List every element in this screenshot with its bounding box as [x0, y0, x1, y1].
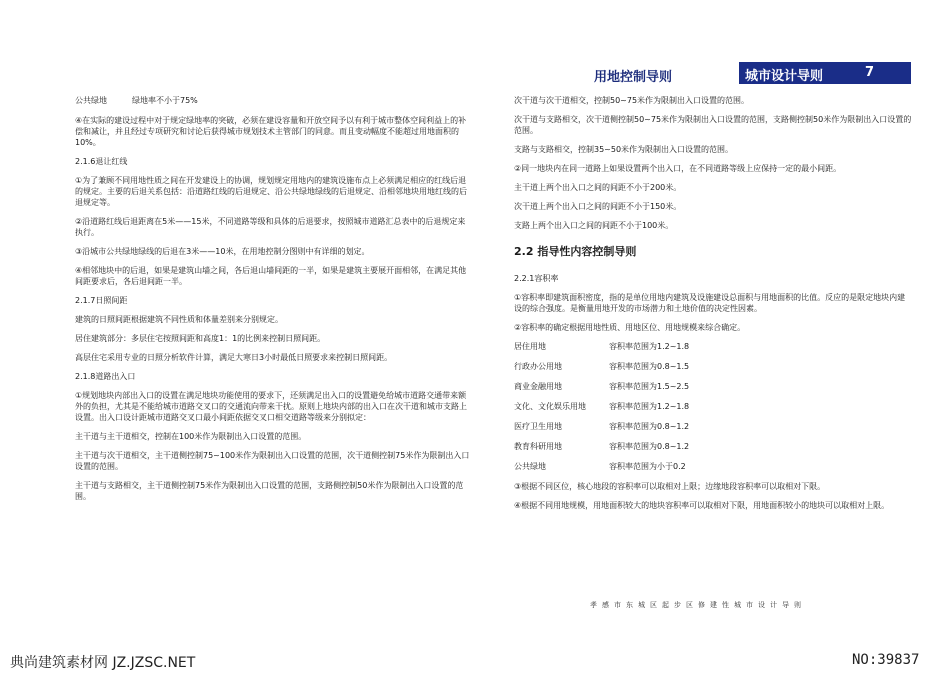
paragraph: ④在实际的建设过程中对于规定绿地率的突破，必须在建设容量和开放空间予以有利于城市整体空间利益上的补偿和减让，并且经过专项研究和讨论后获得城市规划技术主管部门的同意。而且变动幅度不能超过用地面积的10%。 [75, 116, 467, 147]
green-space-ratio [75, 95, 471, 106]
section-heading-2-1-8: 2.1.8道路出入口 [75, 372, 136, 381]
far-row [514, 461, 912, 472]
far-range: 0.2 [673, 462, 686, 471]
far-row [514, 441, 912, 452]
far-use: 居住用地 [514, 342, 546, 351]
green-space-value: 绿地率不小于75% [132, 96, 198, 105]
paragraph: 支路上两个出入口之间的间距不小于100米。 [514, 221, 674, 230]
far-use: 医疗卫生用地 [514, 422, 562, 431]
watermark-right: NO:39837 [852, 652, 920, 668]
section-heading-2-2-1: 2.2.1容积率 [514, 274, 559, 283]
paragraph: 主干道与主干道相交，控制在100米作为限制出入口设置的范围。 [75, 432, 307, 441]
left-column [75, 95, 471, 510]
far-use: 商业金融用地 [514, 382, 562, 391]
doc-title: 城市设计导则 [745, 69, 824, 84]
far-label: 容积率范围为 [609, 402, 657, 411]
green-space-label: 公共绿地 [75, 96, 107, 105]
paragraph: ①为了兼顾不同用地性质之间在开发建设上的协调，规划规定用地内的建筑设施布点上必须满足相应的红线后退的规定。主要的后退关系包括：沿道路红线的后退规定、沿公共绿地绿线的后退规定、沿相邻地块用地红线的后退规定等。 [75, 176, 467, 207]
far-label: 容积率范围为 [609, 342, 657, 351]
far-use: 文化、文化娱乐用地 [514, 402, 586, 411]
paragraph: ①容积率即建筑面积密度，指的是单位用地内建筑及设施建设总面积与用地面积的比值。反应的是限定地块内建设的综合强度。是衡量用地开发的市场潜力和土地价值的决定性因素。 [514, 293, 906, 313]
far-range: 0.8~1.5 [657, 362, 690, 371]
right-column [514, 95, 912, 519]
paragraph: 居住建筑部分：多层住宅按照间距和高度1：1的比例来控制日照间距。 [75, 334, 326, 343]
far-range: 1.2~1.8 [657, 402, 690, 411]
far-use: 行政办公用地 [514, 362, 562, 371]
paragraph: 主干道上两个出入口之间的间距不小于200米。 [514, 183, 682, 192]
paragraph: 高层住宅采用专业的日照分析软件计算，满足大寒日3小时最低日照要求来控制日照间距。 [75, 353, 393, 362]
far-row [514, 381, 912, 392]
paragraph: ③根据不同区位，核心地段的容积率可以取相对上限；边缘地段容积率可以取相对下限。 [514, 482, 826, 491]
far-row [514, 341, 912, 352]
far-row [514, 401, 912, 412]
far-label: 容积率范围为 [609, 382, 657, 391]
far-range: 1.5~2.5 [657, 382, 690, 391]
paragraph: ④相邻地块中的后退，如果是建筑山墙之间，各后退山墙间距的一半，如果是建筑主要展开面相邻，在满足其他间距要求后，各后退间距一半。 [75, 266, 467, 286]
far-range: 0.8~1.2 [657, 442, 690, 451]
far-use: 教育科研用地 [514, 442, 562, 451]
paragraph: ②沿道路红线后退距离在5米——15米，不同道路等级和具体的后退要求，按照城市道路汇总表中的后退规定来执行。 [75, 217, 466, 237]
paragraph: 次干道上两个出入口之间的间距不小于150米。 [514, 202, 682, 211]
paragraph: 建筑的日照间距根据建筑不同性质和体量差别来分别规定。 [75, 315, 283, 324]
paragraph: 次干道与次干道相交，控制50~75米作为限制出入口设置的范围。 [514, 96, 750, 105]
paragraph: 主干道与次干道相交，主干道侧控制75~100米作为限制出入口设置的范围，次干道侧控制75米作为限制出入口设置的范围。 [75, 451, 470, 471]
paragraph: 支路与支路相交，控制35~50米作为限制出入口设置的范围。 [514, 145, 734, 154]
section-title: 用地控制导则 [594, 70, 673, 85]
far-range: 1.2~1.8 [657, 342, 690, 351]
page-number: 7 [865, 65, 875, 80]
far-label: 容积率范围为 [609, 442, 657, 451]
far-label: 容积率范围为 [609, 422, 657, 431]
far-label: 容积率范围为小于 [609, 462, 673, 471]
far-range: 0.8~1.2 [657, 422, 690, 431]
paragraph: ②同一地块内在同一道路上如果设置两个出入口，在不同道路等级上应保持一定的最小间距。 [514, 164, 842, 173]
section-heading-2-2: 2.2 指导性内容控制导则 [514, 245, 637, 258]
section-heading-2-1-7: 2.1.7日照间距 [75, 296, 128, 305]
paragraph: 主干道与支路相交，主干道侧控制75米作为限制出入口设置的范围，支路侧控制50米作为限制出入口设置的范围。 [75, 481, 464, 501]
paragraph: ③沿城市公共绿地绿线的后退在3米——10米，在用地控制分图则中有详细的划定。 [75, 247, 370, 256]
far-row [514, 421, 912, 432]
footer-doc-title: 孝感市东城区起步区修建性城市设计导则 [590, 601, 806, 609]
paragraph: ①规划地块内部出入口的设置在满足地块功能使用的要求下，还须满足出入口的设置避免给城市道路交通带来额外的负担，尤其是不能给城市道路交叉口的交通流向带来干扰。原则上地块内部的出入口在次干道和城市支路上设置。出入口设计距城市道路交叉口最小间距依据交叉口相交道路等级来分别拟定： [75, 391, 467, 422]
far-table [514, 341, 912, 472]
section-heading-2-1-6: 2.1.6退让红线 [75, 157, 128, 166]
far-row [514, 361, 912, 372]
paragraph: 次干道与支路相交，次干道侧控制50~75米作为限制出入口设置的范围，支路侧控制50米作为限制出入口设置的范围。 [514, 115, 912, 135]
page-header [0, 62, 950, 86]
paragraph: ②容积率的确定根据用地性质、用地区位、用地规模来综合确定。 [514, 323, 746, 332]
doc-title-box [739, 62, 911, 84]
watermark-left: 典尚建筑素材网 JZ.JZSC.NET [10, 655, 196, 671]
far-label: 容积率范围为 [609, 362, 657, 371]
far-use: 公共绿地 [514, 462, 546, 471]
paragraph: ④根据不同用地规模，用地面积较大的地块容积率可以取相对下限，用地面积较小的地块可以取相对上限。 [514, 501, 890, 510]
